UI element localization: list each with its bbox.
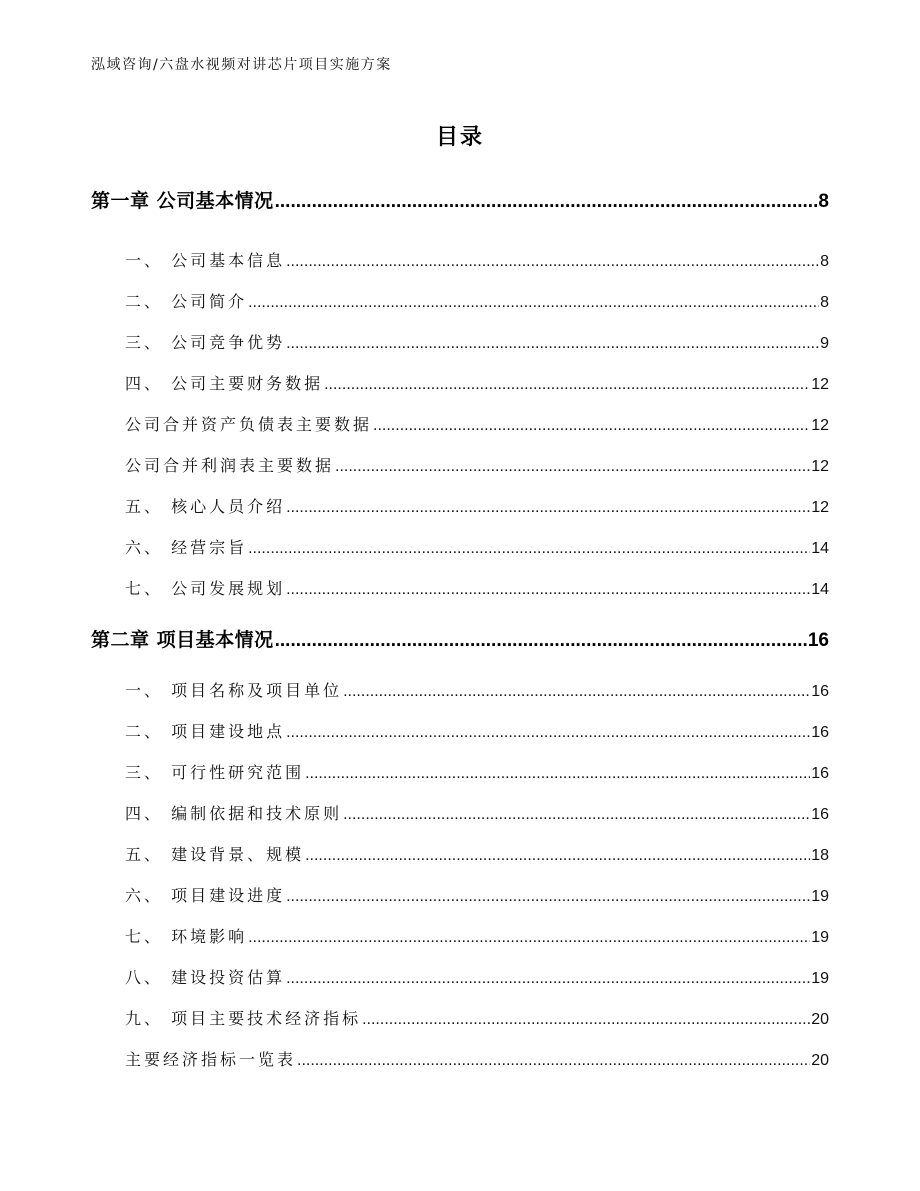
toc-entry-label: 三、 可行性研究范围 — [125, 763, 305, 782]
toc-page-number: 9 — [820, 335, 829, 352]
toc-entry-label: 第一章 公司基本情况 — [91, 190, 274, 212]
toc-entry-label: 四、 公司主要财务数据 — [125, 374, 324, 393]
toc-section-entry[interactable] — [125, 1047, 829, 1070]
toc-section-entry[interactable] — [125, 1006, 829, 1029]
toc-page-number: 12 — [811, 458, 829, 475]
toc-page-number: 12 — [811, 376, 829, 393]
toc-entry-label: 六、 项目建设进度 — [125, 886, 286, 905]
toc-page-number: 18 — [811, 847, 829, 864]
toc-page-number: 19 — [811, 888, 829, 905]
toc-section-entry[interactable] — [125, 883, 829, 906]
toc-entry-label: 一、 公司基本信息 — [125, 251, 286, 270]
toc-section-entry[interactable] — [125, 678, 829, 701]
toc-section-entry[interactable] — [125, 576, 829, 599]
dot-leader — [335, 458, 810, 476]
dot-leader — [248, 540, 810, 558]
toc-entry-label: 主要经济指标一览表 — [125, 1050, 297, 1069]
toc-page-number: 19 — [811, 929, 829, 946]
toc-page-number: 8 — [820, 253, 829, 270]
toc-page-number: 20 — [811, 1011, 829, 1028]
dot-leader — [248, 294, 819, 312]
toc-entry-label: 公司合并资产负债表主要数据 — [125, 415, 373, 434]
toc-section-entry[interactable] — [125, 535, 829, 558]
dot-leader — [297, 1052, 810, 1070]
toc-entry-label: 七、 环境影响 — [125, 927, 248, 946]
toc-page-number: 8 — [820, 294, 829, 311]
dot-leader — [286, 888, 810, 906]
toc-page-number: 16 — [811, 683, 829, 700]
dot-leader — [324, 376, 810, 394]
toc-chapter-entry[interactable] — [91, 625, 829, 652]
toc-section-entry[interactable] — [125, 965, 829, 988]
toc-chapter-entry[interactable] — [91, 186, 829, 213]
toc-section-entry[interactable] — [125, 801, 829, 824]
dot-leader — [373, 417, 810, 435]
toc-section-entry[interactable] — [125, 453, 829, 476]
toc-page-number: 19 — [811, 970, 829, 987]
toc-entry-label: 二、 公司简介 — [125, 292, 248, 311]
dot-leader — [286, 335, 819, 353]
toc-page-number: 16 — [811, 724, 829, 741]
toc-entry-label: 九、 项目主要技术经济指标 — [125, 1009, 362, 1028]
toc-entry-label: 五、 建设背景、规模 — [125, 845, 305, 864]
toc-entry-label: 六、 经营宗旨 — [125, 538, 248, 557]
toc-entry-label: 五、 核心人员介绍 — [125, 497, 286, 516]
toc-page-number: 14 — [811, 540, 829, 557]
toc-section-entry[interactable] — [125, 719, 829, 742]
dot-leader — [305, 765, 810, 783]
toc-entry-label: 一、 项目名称及项目单位 — [125, 681, 343, 700]
toc-page-number: 12 — [811, 417, 829, 434]
toc-entry-label: 七、 公司发展规划 — [125, 579, 286, 598]
toc-entry-label: 三、 公司竞争优势 — [125, 333, 286, 352]
toc-entry-label: 公司合并利润表主要数据 — [125, 456, 335, 475]
dot-leader — [275, 630, 807, 652]
toc-section-entry[interactable] — [125, 924, 829, 947]
toc-section-entry[interactable] — [125, 371, 829, 394]
toc-section-entry[interactable] — [125, 330, 829, 353]
toc-page-number: 8 — [818, 191, 829, 212]
dot-leader — [286, 970, 810, 988]
toc-entry-label: 八、 建设投资估算 — [125, 968, 286, 987]
toc-page-number: 16 — [811, 806, 829, 823]
dot-leader — [286, 724, 810, 742]
dot-leader — [362, 1011, 810, 1029]
dot-leader — [305, 847, 810, 865]
toc-section-entry[interactable] — [125, 760, 829, 783]
dot-leader — [248, 929, 810, 947]
toc-page-number: 16 — [807, 630, 829, 651]
dot-leader — [286, 253, 819, 271]
toc-section-entry[interactable] — [125, 412, 829, 435]
toc-section-entry[interactable] — [125, 842, 829, 865]
running-header: 泓域咨询/六盘水视频对讲芯片项目实施方案 — [91, 57, 392, 73]
dot-leader — [343, 806, 810, 824]
dot-leader — [343, 683, 810, 701]
toc-entry-label: 二、 项目建设地点 — [125, 722, 286, 741]
toc-section-entry[interactable] — [125, 289, 829, 312]
toc-entry-label: 四、 编制依据和技术原则 — [125, 804, 343, 823]
dot-leader — [286, 499, 810, 517]
toc-page-number: 16 — [811, 765, 829, 782]
toc-page-number: 14 — [811, 581, 829, 598]
dot-leader — [275, 191, 818, 213]
toc-entry-label: 第二章 项目基本情况 — [91, 629, 274, 651]
toc-page-number: 12 — [811, 499, 829, 516]
toc-title: 目录 — [435, 125, 484, 150]
toc-section-entry[interactable] — [125, 494, 829, 517]
toc-section-entry[interactable] — [125, 248, 829, 271]
toc-page-number: 20 — [811, 1052, 829, 1069]
dot-leader — [286, 581, 810, 599]
